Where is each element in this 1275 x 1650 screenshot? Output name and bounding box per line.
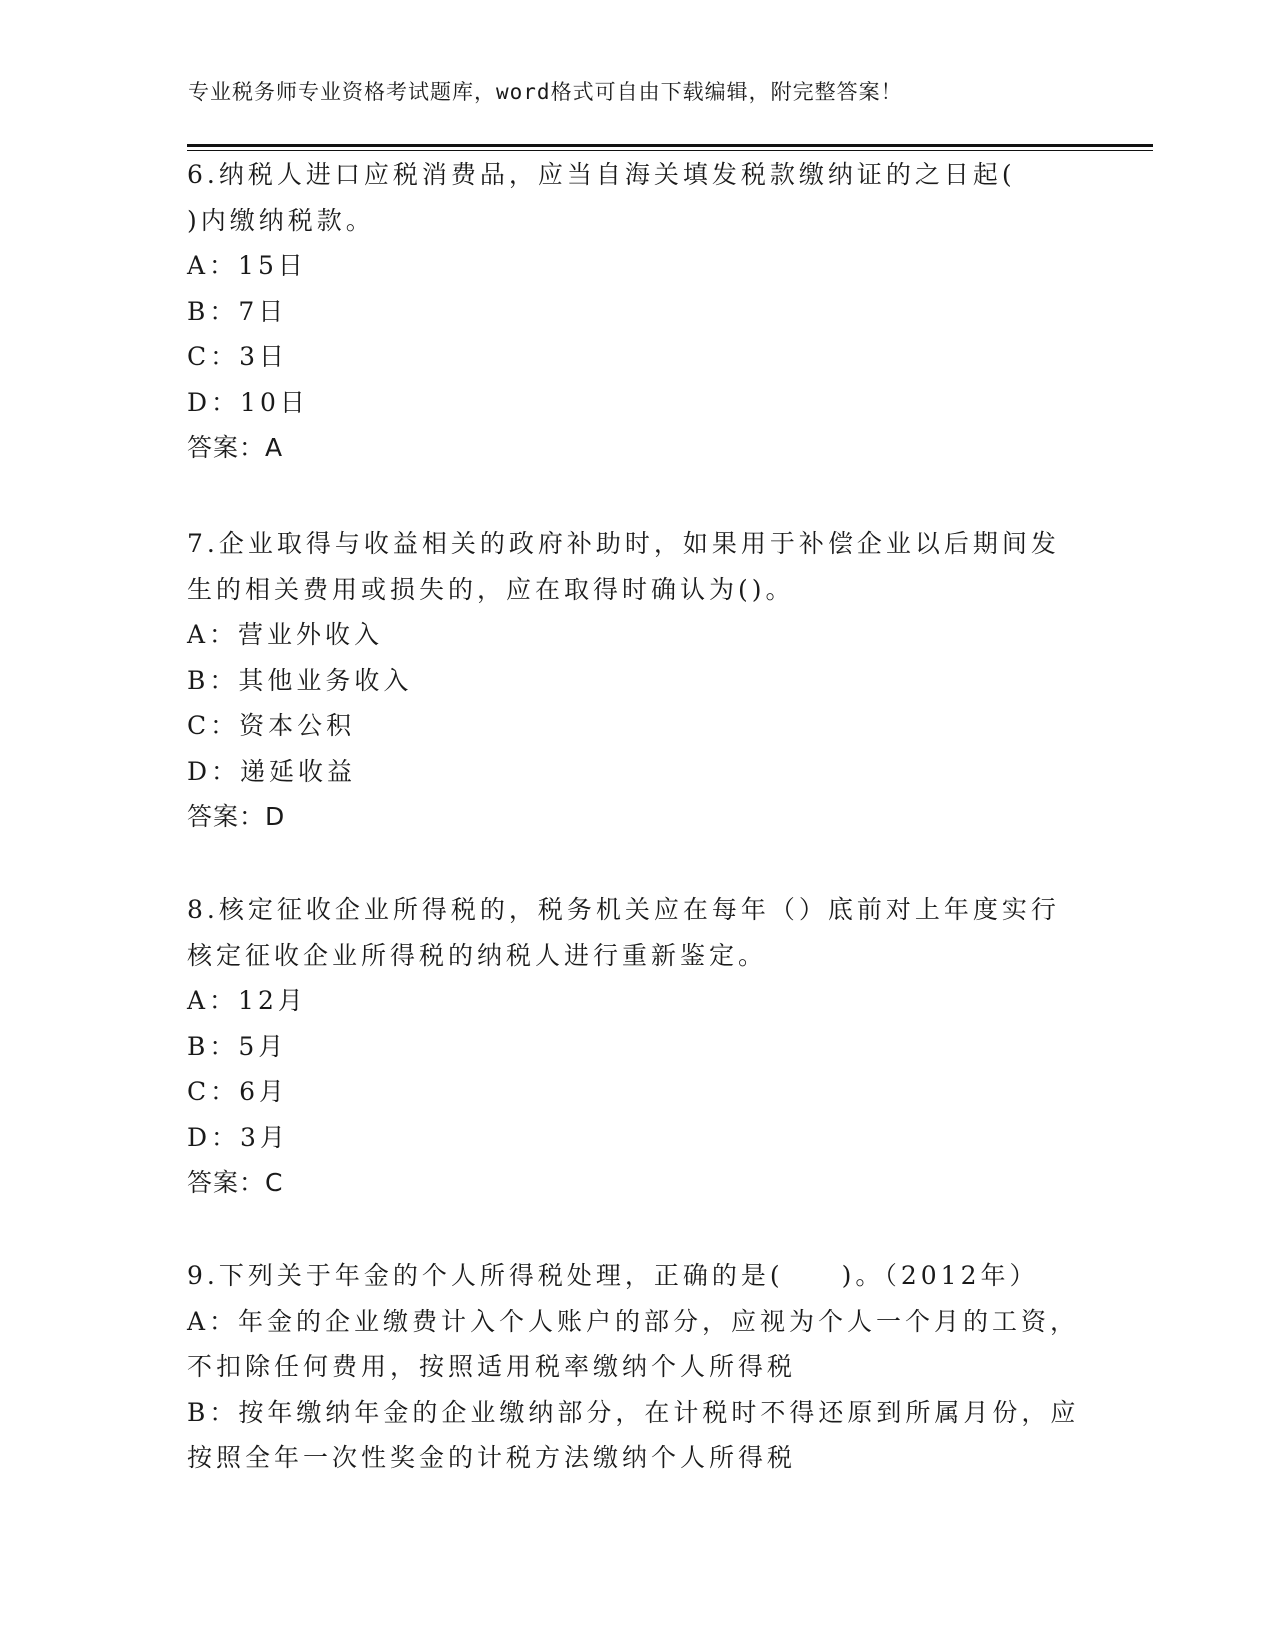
option-b: B：5月 — [187, 1031, 288, 1061]
question-stem: 7.企业取得与收益相关的政府补助时，如果用于补偿企业以后期间发 — [187, 529, 1060, 558]
question-8 — [187, 887, 1087, 1206]
question-stem: )内缴纳税款。 — [187, 205, 375, 235]
question-9 — [187, 1253, 1087, 1481]
option-d: D：3月 — [187, 1122, 289, 1152]
option-a: A：12月 — [187, 986, 307, 1015]
option-a: A：年金的企业缴费计入个人账户的部分，应视为个人一个月的工资， — [187, 1306, 1080, 1336]
question-stem: 9.下列关于年金的个人所得税处理，正确的是( )。（2012年） — [187, 1261, 1039, 1290]
header-rule-thin — [187, 150, 1153, 151]
question-7 — [187, 521, 1087, 840]
answer: 答案：A — [187, 433, 284, 462]
option-b-continued: 按照全年一次性奖金的计税方法缴纳个人所得税 — [187, 1443, 797, 1472]
answer: 答案：D — [187, 802, 286, 831]
question-stem: 8.核定征收企业所得税的，税务机关应在每年（）底前对上年度实行 — [187, 895, 1060, 924]
page-header: 专业税务师专业资格考试题库，word格式可自由下载编辑，附完整答案！ — [188, 80, 903, 104]
option-d: D：递延收益 — [187, 756, 357, 786]
option-b: B：7日 — [187, 296, 288, 326]
option-d: D：10日 — [187, 387, 309, 417]
answer: 答案：C — [187, 1168, 284, 1197]
question-stem: 生的相关费用或损失的，应在取得时确认为()。 — [187, 574, 795, 604]
option-c: C：3日 — [187, 342, 289, 371]
header-rule — [187, 144, 1153, 147]
question-stem: 核定征收企业所得税的纳税人进行重新鉴定。 — [187, 940, 768, 970]
option-c: C：资本公积 — [187, 711, 356, 740]
question-stem: 6.纳税人进口应税消费品，应当自海关填发税款缴纳证的之日起( — [187, 160, 1016, 189]
option-c: C：6月 — [187, 1077, 289, 1106]
question-6 — [187, 152, 1087, 471]
option-b: B：其他业务收入 — [187, 665, 413, 695]
option-a: A：15日 — [187, 251, 307, 280]
option-a: A：营业外收入 — [187, 620, 384, 649]
option-a-continued: 不扣除任何费用，按照适用税率缴纳个人所得税 — [187, 1352, 797, 1381]
option-b: B：按年缴纳年金的企业缴纳部分，在计税时不得还原到所属月份，应 — [187, 1397, 1080, 1427]
